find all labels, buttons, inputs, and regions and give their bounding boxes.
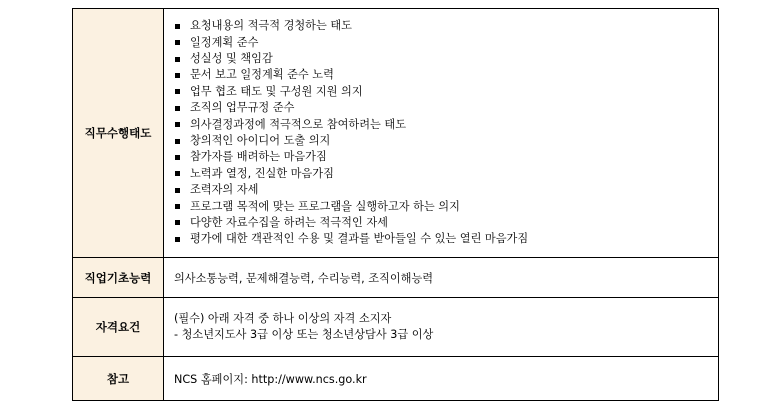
square-bullet-icon — [175, 204, 180, 209]
row-header-basic-skills: 직업기초능력 — [73, 258, 164, 298]
qualification-cell — [164, 298, 719, 357]
attitude-list-item — [174, 67, 710, 83]
row-header-reference: 참고 — [73, 357, 164, 401]
attitude-item-text: 성실성 및 책임감 — [190, 52, 273, 66]
attitude-list-item — [174, 199, 710, 215]
attitude-item-text: 일정계획 준수 — [190, 35, 259, 49]
attitude-item-text: 조력자의 자세 — [190, 183, 259, 197]
competency-table — [72, 8, 719, 401]
attitude-item-text: 참가자를 배려하는 마음가짐 — [190, 150, 327, 164]
attitude-item-text: 프로그램 목적에 맞는 프로그램을 실행하고자 하는 의지 — [190, 199, 460, 213]
square-bullet-icon — [175, 220, 180, 225]
attitude-item-text: 창의적인 아이디어 도출 의지 — [190, 134, 331, 147]
attitude-list-item — [174, 35, 710, 51]
attitude-item-text: 요청내용의 적극적 경청하는 태도 — [190, 19, 352, 33]
square-bullet-icon — [175, 57, 180, 62]
attitude-list-item — [174, 133, 710, 149]
table-row-qualification — [73, 298, 719, 357]
row-header-qualification: 자격요건 — [73, 298, 164, 357]
attitude-list-item — [174, 215, 710, 231]
attitude-item-text: 평가에 대한 객관적인 수용 및 결과를 받아들일 수 있는 열린 마음가짐 — [190, 232, 529, 246]
qualification-line: - 청소년지도사 3급 이상 또는 청소년상담사 3급 이상 — [174, 328, 434, 341]
square-bullet-icon — [175, 40, 180, 45]
attitude-item-text: 다양한 자료수집을 하려는 적극적인 자세 — [190, 215, 388, 229]
attitude-item-text: 의사결정과정에 적극적으로 참여하려는 태도 — [190, 117, 407, 131]
row-header-attitude: 직무수행태도 — [73, 9, 164, 258]
attitude-item-text: 업무 협조 태도 및 구성원 지원 의지 — [190, 84, 363, 98]
attitude-list-item — [174, 231, 710, 247]
reference-text: NCS 홈페이지: http://www.ncs.go.kr — [164, 357, 719, 401]
table-row-attitude — [73, 9, 719, 258]
square-bullet-icon — [175, 188, 180, 193]
attitude-item-text: 문서 보고 일정계획 준수 노력 — [190, 68, 334, 82]
square-bullet-icon — [175, 89, 180, 94]
attitude-list-item — [174, 18, 710, 34]
attitude-list-item — [174, 182, 710, 198]
attitude-list-item — [174, 117, 710, 133]
square-bullet-icon — [175, 73, 180, 78]
square-bullet-icon — [175, 122, 180, 127]
attitude-list-cell — [164, 9, 719, 258]
attitude-list-item — [174, 84, 710, 100]
attitude-bullet-list — [174, 18, 710, 247]
square-bullet-icon — [175, 139, 180, 144]
attitude-item-text: 노력과 열정, 진실한 마음가짐 — [190, 166, 334, 180]
attitude-list-item — [174, 149, 710, 165]
table-row-reference — [73, 357, 719, 401]
qualification-line: (필수) 아래 자격 중 하나 이상의 자격 소지자 — [174, 311, 392, 325]
square-bullet-icon — [175, 171, 180, 176]
attitude-list-item — [174, 100, 710, 116]
attitude-list-item — [174, 51, 710, 67]
table-row-basic-skills — [73, 258, 719, 298]
square-bullet-icon — [175, 155, 180, 160]
attitude-item-text: 조직의 업무규정 준수 — [190, 101, 295, 115]
square-bullet-icon — [175, 106, 180, 111]
attitude-list-item — [174, 166, 710, 182]
basic-skills-text: 의사소통능력, 문제해결능력, 수리능력, 조직이해능력 — [164, 258, 719, 298]
square-bullet-icon — [175, 24, 180, 29]
square-bullet-icon — [175, 237, 180, 242]
